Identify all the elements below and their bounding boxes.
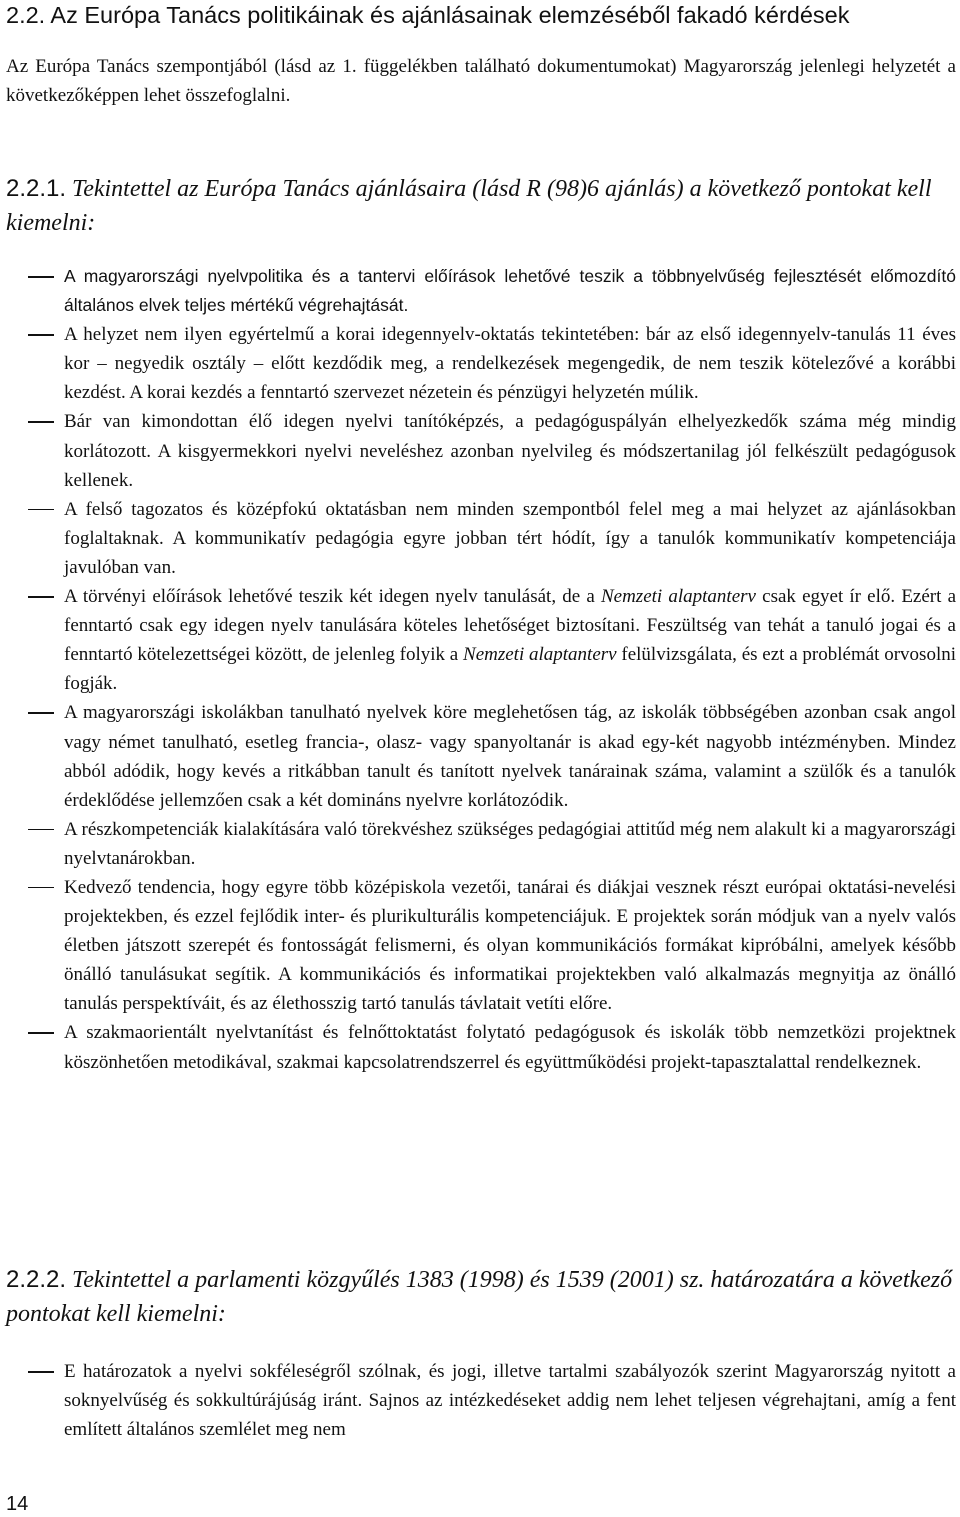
- list-item: [6, 1357, 956, 1444]
- list-item: [6, 1018, 956, 1076]
- list-item-text: A felső tagozatos és középfokú oktatásban nem minden szempontból felel meg a mai helyzet az ajánlásokban foglaltaknak. A kommunikatív pedagógia egyre jobban tért hódít, így a tanulók kommunikatív kompetenciája javulóban van.: [64, 498, 956, 578]
- dash-bullet-icon: [28, 1032, 54, 1034]
- list-item-text: A szakmaorientált nyelvtanítást és felnőttoktatást folytató pedagógusok és iskolák több nemzetközi projektnek köszönhetően metodikával, szakmai kapcsolatrendszerrel és együttműködési projekt-tapasztalattal rendelkeznek.: [64, 1022, 956, 1073]
- dash-bullet-icon: [28, 596, 54, 598]
- list-item: [6, 698, 956, 814]
- page-number: 14: [6, 1493, 29, 1515]
- list-item: [6, 873, 956, 1018]
- section-heading: 2.2. Az Európa Tanács politikáinak és ajánlásainak elemzéséből fakadó kérdések: [6, 2, 850, 28]
- list-item: [6, 320, 956, 407]
- dash-bullet-icon: [28, 334, 54, 336]
- list-item: [6, 407, 956, 494]
- dash-bullet-icon: [28, 509, 54, 511]
- list-item-text: Bár van kimondottan élő idegen nyelvi tanítóképzés, a pedagóguspályán elhelyezkedők száma még mindig korlátozott. A kisgyermekkori nyelvi neveléshez azonban nyelvileg és módszertanilag jól felkészült pedagógusok kellenek.: [64, 411, 956, 491]
- document-title-reference: Nemzeti alaptanterv: [463, 644, 617, 666]
- list-item-text: A helyzet nem ilyen egyértelmű a korai idegennyelv-oktatás tekintetében: bár az első idegennyelv-tanulás 11 éves kor – negyedik osztály – előtt kezdődik meg, a rendelkezések megengedik, de nem teszik kötelezővé a korábbi kezdést. A korai kezdés a fenntartó szervezet nézetein és pénzügyi helyzetén múlik.: [64, 324, 956, 404]
- list-item: [6, 495, 956, 582]
- list-item-text: Kedvező tendencia, hogy egyre több középiskola vezetői, tanárai és diákjai vesznek részt európai oktatási-nevelési projektekben, és ezzel fejlődik inter- és plurikulturális kompetenciájuk. E projektek során módjuk van a nyelv valós életben játszott szerepét és fontosságát felismerni, és olyan kommunikációs formákat kipróbálni, amelyek később önálló tanulásukat segítik. A kommunikációs és informatikai projektekben való alkalmazás megnyitja az önálló tanulás perspektíváit, és az élethosszig tartó tanulás távlatait vetíti előre.: [64, 876, 956, 1015]
- dash-bullet-icon: [28, 421, 54, 423]
- dash-bullet-icon: [28, 887, 54, 889]
- document-page: [6, 0, 956, 1516]
- list-item: [6, 815, 956, 873]
- intro-paragraph: Az Európa Tanács szempontjából (lásd az 1. függelékben található dokumentumokat) Magyarország jelenlegi helyzetét a következőképpen lehet összefoglalni.: [6, 56, 956, 106]
- list-item-text: A magyarországi iskolákban tanulható nyelvek köre meglehetősen tág, az iskolák többségében azonban csak angol vagy német tanulható, esetleg francia-, olasz- vagy spanyoltanár is akad egy-két nagyobb intézményben. Mindez abból adódik, hogy kevés a ritkábban tanult és tanított nyelvek tanárainak száma, valamint a szülők és a tanulók érdeklődése jellemzően csak a két domináns nyelvre korlátozódik.: [64, 702, 956, 811]
- list-item: [6, 582, 956, 698]
- subsection-title: Tekintettel az Európa Tanács ajánlásaira (lásd R (98)6 ajánlás) a következő pontokat kell kiemelni:: [6, 176, 932, 236]
- subsection-number: 2.2.2.: [6, 1266, 67, 1293]
- subsection-heading-2: [6, 1263, 956, 1331]
- list-item-text: A törvényi előírások lehetővé teszik két idegen nyelv tanulását, de a: [64, 586, 601, 608]
- bullet-list-1: [6, 262, 956, 1077]
- dash-bullet-icon: [28, 829, 54, 831]
- document-title-reference: Nemzeti alaptanterv: [600, 586, 756, 608]
- subsection-title: Tekintettel a parlamenti közgyűlés 1383 (1998) és 1539 (2001) sz. határozatára a következő pontokat kell kiemelni:: [6, 1267, 953, 1327]
- subsection-number: 2.2.1.: [6, 175, 67, 202]
- bullet-list-2: [6, 1357, 956, 1444]
- list-item-text: A magyarországi nyelvpolitika és a tantervi előírások lehetővé teszik a többnyelvűség fejlesztését előmozdító általános elvek teljes mértékű végrehajtását.: [64, 266, 956, 316]
- list-item-text: A részkompetenciák kialakítására való törekvéshez szükséges pedagógiai attitűd még nem alakult ki a magyarországi nyelvtanárokban.: [64, 818, 956, 869]
- list-item-text: csak egyet ír elő. Ezért a fenntartó csak egy idegen nyelv tanulására köteles lehetőséget biztosítani. Feszültség van tehát a tanuló jogai és a fenntartó kötelezettségei között, de jelenleg folyik a: [64, 586, 957, 666]
- dash-bullet-icon: [28, 276, 54, 278]
- dash-bullet-icon: [28, 712, 54, 714]
- subsection-heading-1: [6, 172, 956, 240]
- list-item: [6, 262, 956, 320]
- dash-bullet-icon: [28, 1371, 54, 1373]
- list-item-text: E határozatok a nyelvi sokféleségről szólnak, és jogi, illetve tartalmi szabályozók szerint Magyarország nyitott a soknyelvűség és sokkultúrájúság iránt. Sajnos az intézkedéseket addig nem lehet teljesen végrehajtani, amíg a fent említett általános szemlélet meg nem: [64, 1361, 956, 1441]
- list-item-text: felülvizsgálata, és ezt a problémát orvosolni fogják.: [64, 644, 957, 695]
